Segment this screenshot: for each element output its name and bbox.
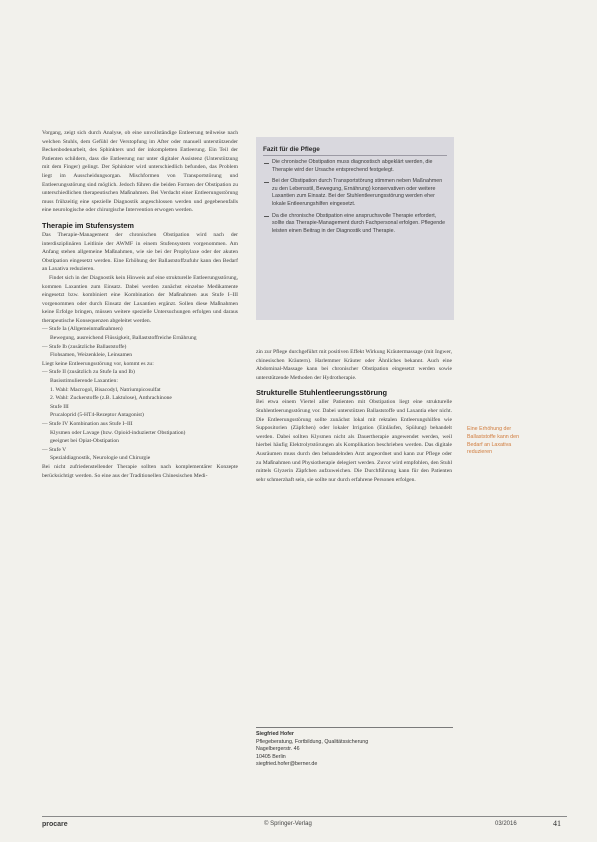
stage-item	[42, 351, 238, 360]
therapy-paragraph: Das Therapie-Management der chronischen Obstipation wird nach der interdisziplinären Leitlinie der AWMF in einem Stufensystem vorgenommen. Am Anfang stehen allgemeine Maßnahmen, wie sie bei der Prophylaxe oder der akuten Obstipation eingesetzt werden. Eine Erhöhung der Ballaststoffzufuhr kann den Bedarf an Laxativa reduzieren.	[42, 231, 238, 273]
stage-text: Klysmen oder Lavage (bzw. Opioid-induzierter Obstipation)	[50, 429, 186, 436]
therapy-paragraph-2: Findet sich in der Diagnostik kein Hinweis auf eine strukturelle Entleerungsstörung, kommen Laxantien zum Einsatz. Dabei werden zunächst einzelne Medikamente eingesetzt bzw. kombiniert eine Kombination der Maßnahmen aus Stufe I–III vorgenommen oder durch Einsatz der Laxantien ergänzt. Sollen diese Maßnahmen keine Erfolge bringen, müssen weitere spezielle Untersuchungen erfolgen und daraus therapeutische Konsequenzen abgeleitet werden.	[42, 274, 238, 324]
stage-item	[42, 403, 238, 412]
fazit-box	[256, 137, 454, 320]
stage-dash: —	[42, 343, 49, 350]
stage-text: Stufe V	[49, 446, 67, 453]
stage-item	[42, 343, 238, 352]
stage-text: Spezialdiagnostik, Neurologie und Chirurgie	[50, 455, 151, 462]
stage-item	[42, 325, 238, 334]
author-block	[256, 731, 453, 769]
mid-top-paragraph: zin zur Pflege durchgeführt mit positiven Effekt Wirkung Kräutermassage (mit Ingwer, chinesischen Kräutern). Harlemmer Kräuter oder Ähnliches bekannt. Auch eine Abdominal-Massage kann bei chronischer Obstipation eingesetzt werden sowie unterstützende Methoden der Hydrotherapie.	[256, 349, 452, 381]
author-line: 10405 Berlin	[256, 753, 286, 760]
fazit-list	[263, 159, 447, 239]
therapy-heading: Therapie im Stufensystem	[42, 220, 135, 230]
author-email[interactable]: siegfried.hofer@berner.de	[256, 761, 318, 768]
stage-item	[42, 377, 238, 386]
author-line: Nagelbergerstr. 46	[256, 746, 300, 753]
stage-item	[42, 454, 238, 463]
stage-text: Liegt keine Entleerungsstörung vor, kommt es zu:	[42, 360, 154, 367]
stage-text: Stufe Ib (zusätzliche Ballaststoffe)	[49, 343, 127, 350]
stage-item	[42, 386, 238, 395]
stage-list	[42, 325, 238, 463]
footer-journal: procare	[42, 821, 68, 828]
footer-divider	[42, 816, 567, 817]
author-line: Pflegeberatung, Fortbildung, Qualitätssicherung	[256, 738, 369, 745]
author-name: Siegfried Hofer	[256, 731, 294, 737]
stage-text: Stufe III	[50, 403, 69, 410]
stage-text: Flohsamen, Weizenkleie, Leinsamen	[50, 352, 133, 359]
stage-item	[42, 446, 238, 455]
closing-paragraph: Bei nicht zufriedenstellender Therapie sollten nach komplementärer Konzepte berücksichtigt werden. So eine aus der Traditionellen Chinesischen Medi-	[42, 463, 238, 479]
fazit-item: Bei der Obstipation durch Transportstörung stimmen neben Maßnahmen zu den Lebensstil, Bewegung, Ernährung) konservativen oder weitere Laxantien zum Einsatz. Bei der Stuhlentleerungsstörung werden eher lokale Entleerungshilfen eingesetzt.	[263, 178, 447, 208]
stage-item	[42, 360, 238, 369]
stage-dash: —	[42, 446, 49, 453]
stage-item	[42, 411, 238, 420]
stage-dash: —	[42, 369, 49, 376]
intro-paragraph: Vorgang, zeigt sich durch Analyse, ob eine unvollständige Entleerung teilweise nach welchen Stuhls, dem Gefühl der Verstopfung im After oder manuell unterstützender Beckenbodenarbeit, des Sphinkters und der inkompletten Entleerung. Ein Teil der Patienten schildern, dass die Entleerung nur unter digitaler Assistenz (Unterstützung mit dem Finger) gelingt. Der Sphinkter wird unterschiedlich befunden, das Problem liegt im Ausscheidungsorgan. Mischformen von Transportstörung und Entleerungsstörung sind möglich. Jedoch führen die beiden Formen der Obstipation zu unterschiedlichen therapeutischen Maßnahmen. Bei Verdacht einer Entleerungsstörung muss frühzeitig eine spezielle Diagnostik angeschlossen werden und gegebenenfalls eine neurologische oder chirurgische Intervention erwogen werden.	[42, 130, 238, 214]
stage-text: geeignet bei Opiat-Obstipation	[50, 438, 119, 445]
footer-issue: 03/2016	[495, 821, 517, 827]
stage-item	[42, 429, 238, 438]
stage-item	[42, 334, 238, 343]
stage-text: Prucaloprid (5-HT4-Rezeptor Antagonist)	[50, 412, 144, 419]
stage-item	[42, 394, 238, 403]
stage-text: 2. Wahl: Zuckerstoffe (z.B. Laktulose), Anthrachinone	[50, 395, 172, 402]
stage-item	[42, 437, 238, 446]
margin-note: Eine Erhöhung der Ballaststoffe kann den Bedarf an Laxativa reduzieren	[467, 426, 520, 456]
left-column	[42, 129, 238, 480]
fazit-divider	[263, 155, 447, 156]
author-divider	[256, 727, 453, 728]
stage-text: Basisstimulierende Laxantien:	[50, 378, 118, 385]
stage-dash: —	[42, 421, 49, 427]
structural-heading: Strukturelle Stuhlentleerungsstörung	[256, 388, 387, 398]
stage-text: Bewegung, ausreichend Flüssigkeit, Ballaststoffreiche Ernährung	[50, 335, 197, 342]
stage-text: Stufe IV Kombination aus Stufe I–III	[49, 421, 133, 427]
page-number: 41	[553, 819, 561, 828]
structural-paragraph: Bei etwa einem Viertel aller Patienten mit Obstipation liegt eine strukturelle Stuhlentleerungsstörung vor. Dabei unterstützen Ballaststoffe und Laxantia eher nicht. Die Entleerungsstörung sollte zunächst lokal mit rektalen Entleerungshilfen wie Suppositorien (Zäpfchen) oder lokaler Irrigation (Einläufen, Spülung) behandelt werden. Dabei sollten Klysmen nicht als Dauertherapie angewendet werden, weil hierbei häufig Elektrolytstörungen als Komplikation beschrieben werden. Das digitale Ausräumen muss durch den behandelnden Arzt angeordnet und kann zur Pflege oder zu Maßnahmen und Physiotherapie delegiert werden. Zuvor wird empfohlen, den Stuhl mittels Glyzerin Zäpfchen aufzuweichen. Die Durchführung kann für den Patienten sehr schmerzhaft sein, sie sollte nur durch erfahrene Personen erfolgen.	[256, 399, 452, 483]
stage-item	[42, 368, 238, 377]
footer-publisher: © Springer-Verlag	[264, 821, 312, 827]
stage-dash: —	[42, 326, 49, 333]
stage-text: 1. Wahl: Macrogol, Bisacodyl, Natriumpicosulfat	[50, 386, 161, 393]
stage-text: Stufe II (zusätzlich zu Stufe Ia und Ib)	[49, 369, 135, 376]
middle-column	[256, 348, 452, 484]
fazit-item: Die chronische Obstipation muss diagnostisch abgeklärt werden, die Therapie wird der Ursache entsprechend festgelegt.	[263, 159, 447, 174]
fazit-title: Fazit für die Pflege	[263, 146, 320, 153]
fazit-item: Da die chronische Obstipation eine anspruchsvolle Therapie erfordert, sollte das Therapie-Management durch Fachpersonal erfolgen. Pflegende leisten einen Beitrag in der Diagnostik und Therapie.	[263, 213, 447, 236]
stage-text: Stufe Ia (Allgemeinmaßnahmen)	[49, 326, 123, 333]
stage-item	[42, 420, 238, 429]
